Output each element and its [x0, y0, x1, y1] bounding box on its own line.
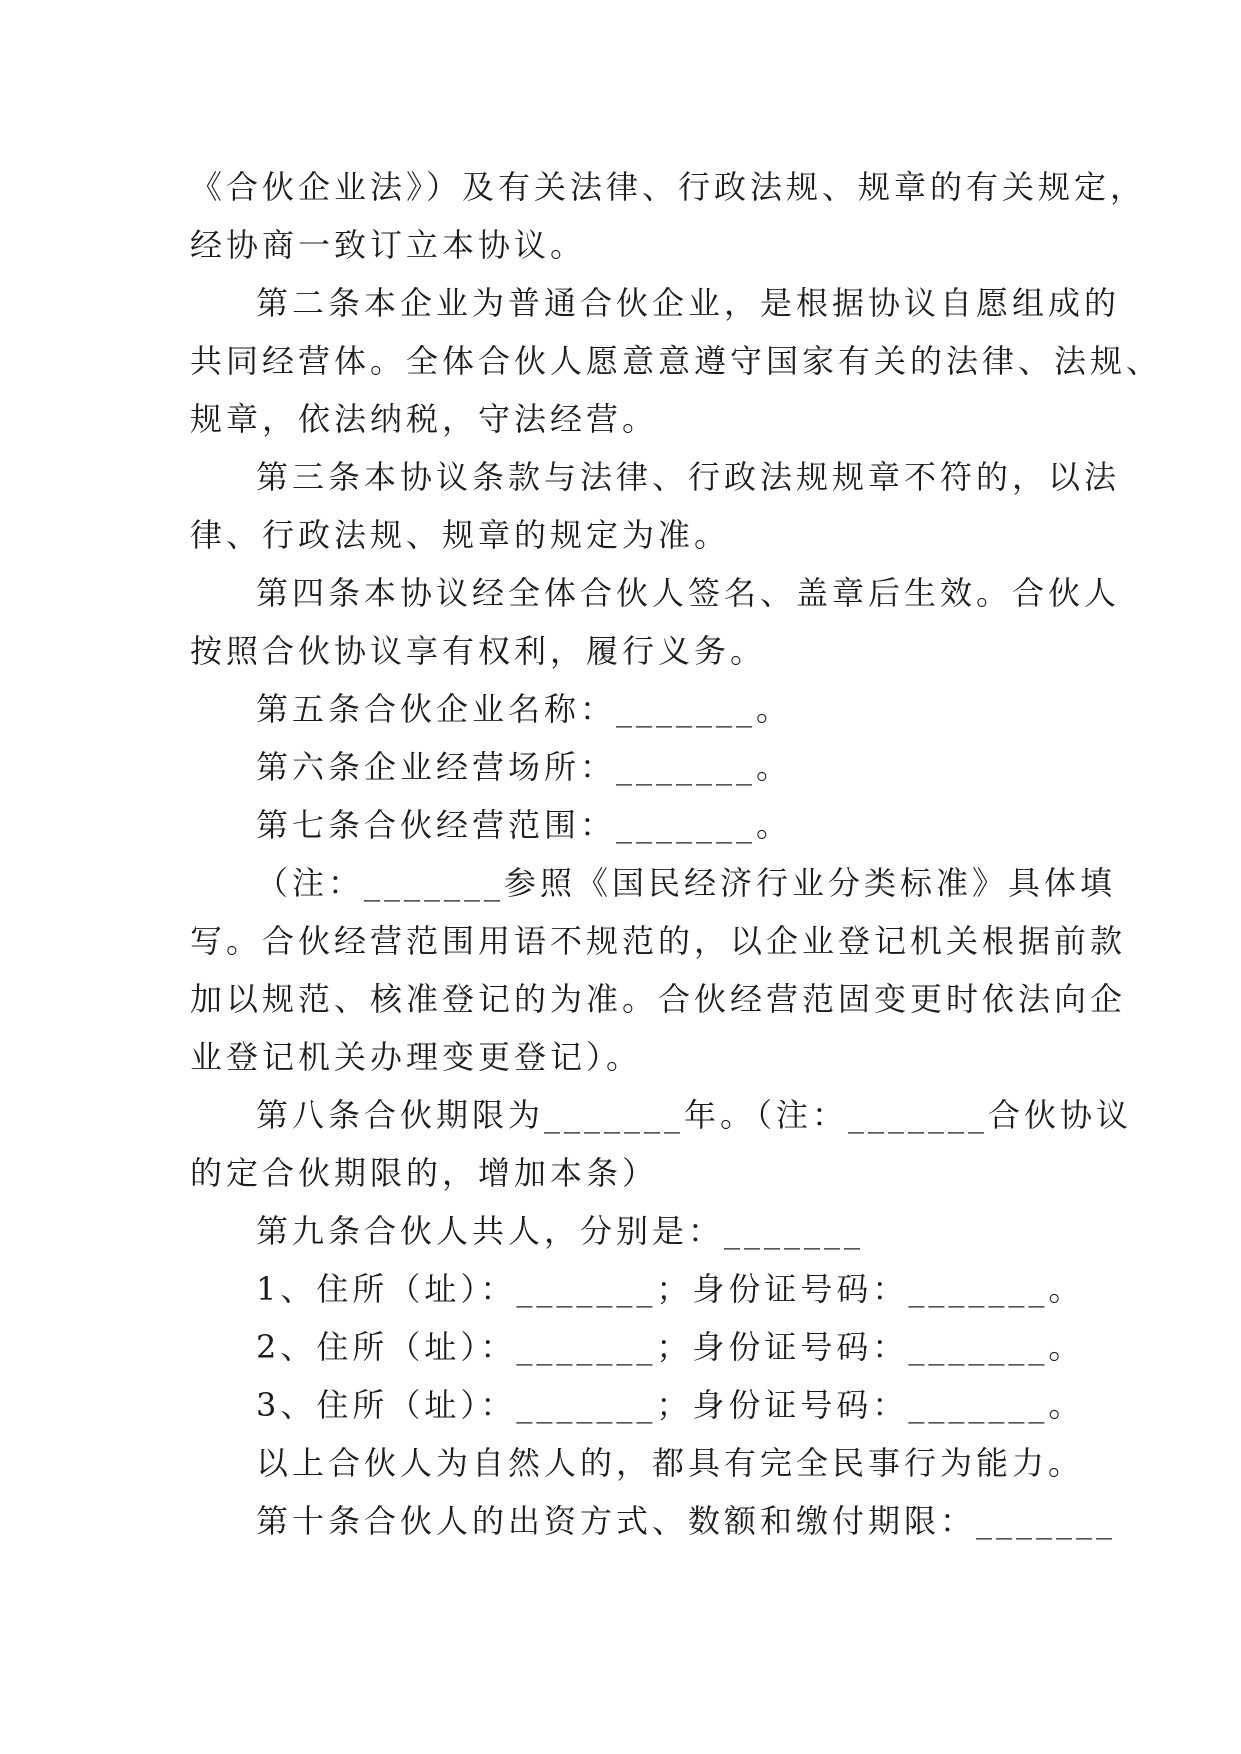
text-line-19: 第九条合伙人共人，分别是：_______ [256, 1212, 865, 1250]
text-line-2: 经协商一致订立本协议。 [190, 226, 587, 264]
text-line-4: 共同经营体。全体合伙人愿意意遵守国家有关的法律、法规、 [190, 342, 1163, 380]
document-body [190, 158, 1163, 1550]
text-line-14: 写。合伙经营范围用语不规范的，以企业登记机关根据前款 [190, 922, 1127, 960]
text-line-11: 第六条企业经营场所：_______。 [256, 748, 793, 786]
text-line-13: （注：_______参照《国民经济行业分类标准》具体填 [256, 864, 1117, 902]
text-line-22: 3、住所（址）：_______；身份证号码：_______。 [256, 1386, 1085, 1424]
text-line-17: 第八条合伙期限为_______年。（注：_______合伙协议 [256, 1096, 1133, 1134]
text-line-16: 业登记机关办理变更登记）。 [190, 1038, 643, 1076]
text-line-23: 以上合伙人为自然人的，都具有完全民事行为能力。 [256, 1444, 1085, 1482]
text-line-5: 规章，依法纳税，守法经营。 [190, 400, 659, 438]
text-line-21: 2、住所（址）：_______；身份证号码：_______。 [256, 1328, 1085, 1366]
text-line-6: 第三条本协议条款与法律、行政法规规章不符的，以法 [256, 458, 1121, 496]
text-line-9: 按照合伙协议享有权利，履行义务。 [190, 632, 767, 670]
text-line-10: 第五条合伙企业名称：_______。 [256, 690, 793, 728]
text-line-7: 律、行政法规、规章的规定为准。 [190, 516, 731, 554]
text-line-8: 第四条本协议经全体合伙人签名、盖章后生效。合伙人 [256, 574, 1121, 612]
text-line-18: 的定合伙期限的，增加本条） [190, 1154, 659, 1192]
text-line-1: 《合伙企业法》）及有关法律、行政法规、规章的有关规定， [190, 168, 1147, 206]
text-line-20: 1、住所（址）：_______；身份证号码：_______。 [256, 1270, 1085, 1308]
text-line-3: 第二条本企业为普通合伙企业，是根据协议自愿组成的 [256, 284, 1121, 322]
text-line-12: 第七条合伙经营范围：_______。 [256, 806, 793, 844]
text-line-24: 第十条合伙人的出资方式、数额和缴付期限：_______ [256, 1502, 1117, 1540]
text-line-15: 加以规范、核准登记的为准。合伙经营范固变更时依法向企 [190, 980, 1127, 1018]
